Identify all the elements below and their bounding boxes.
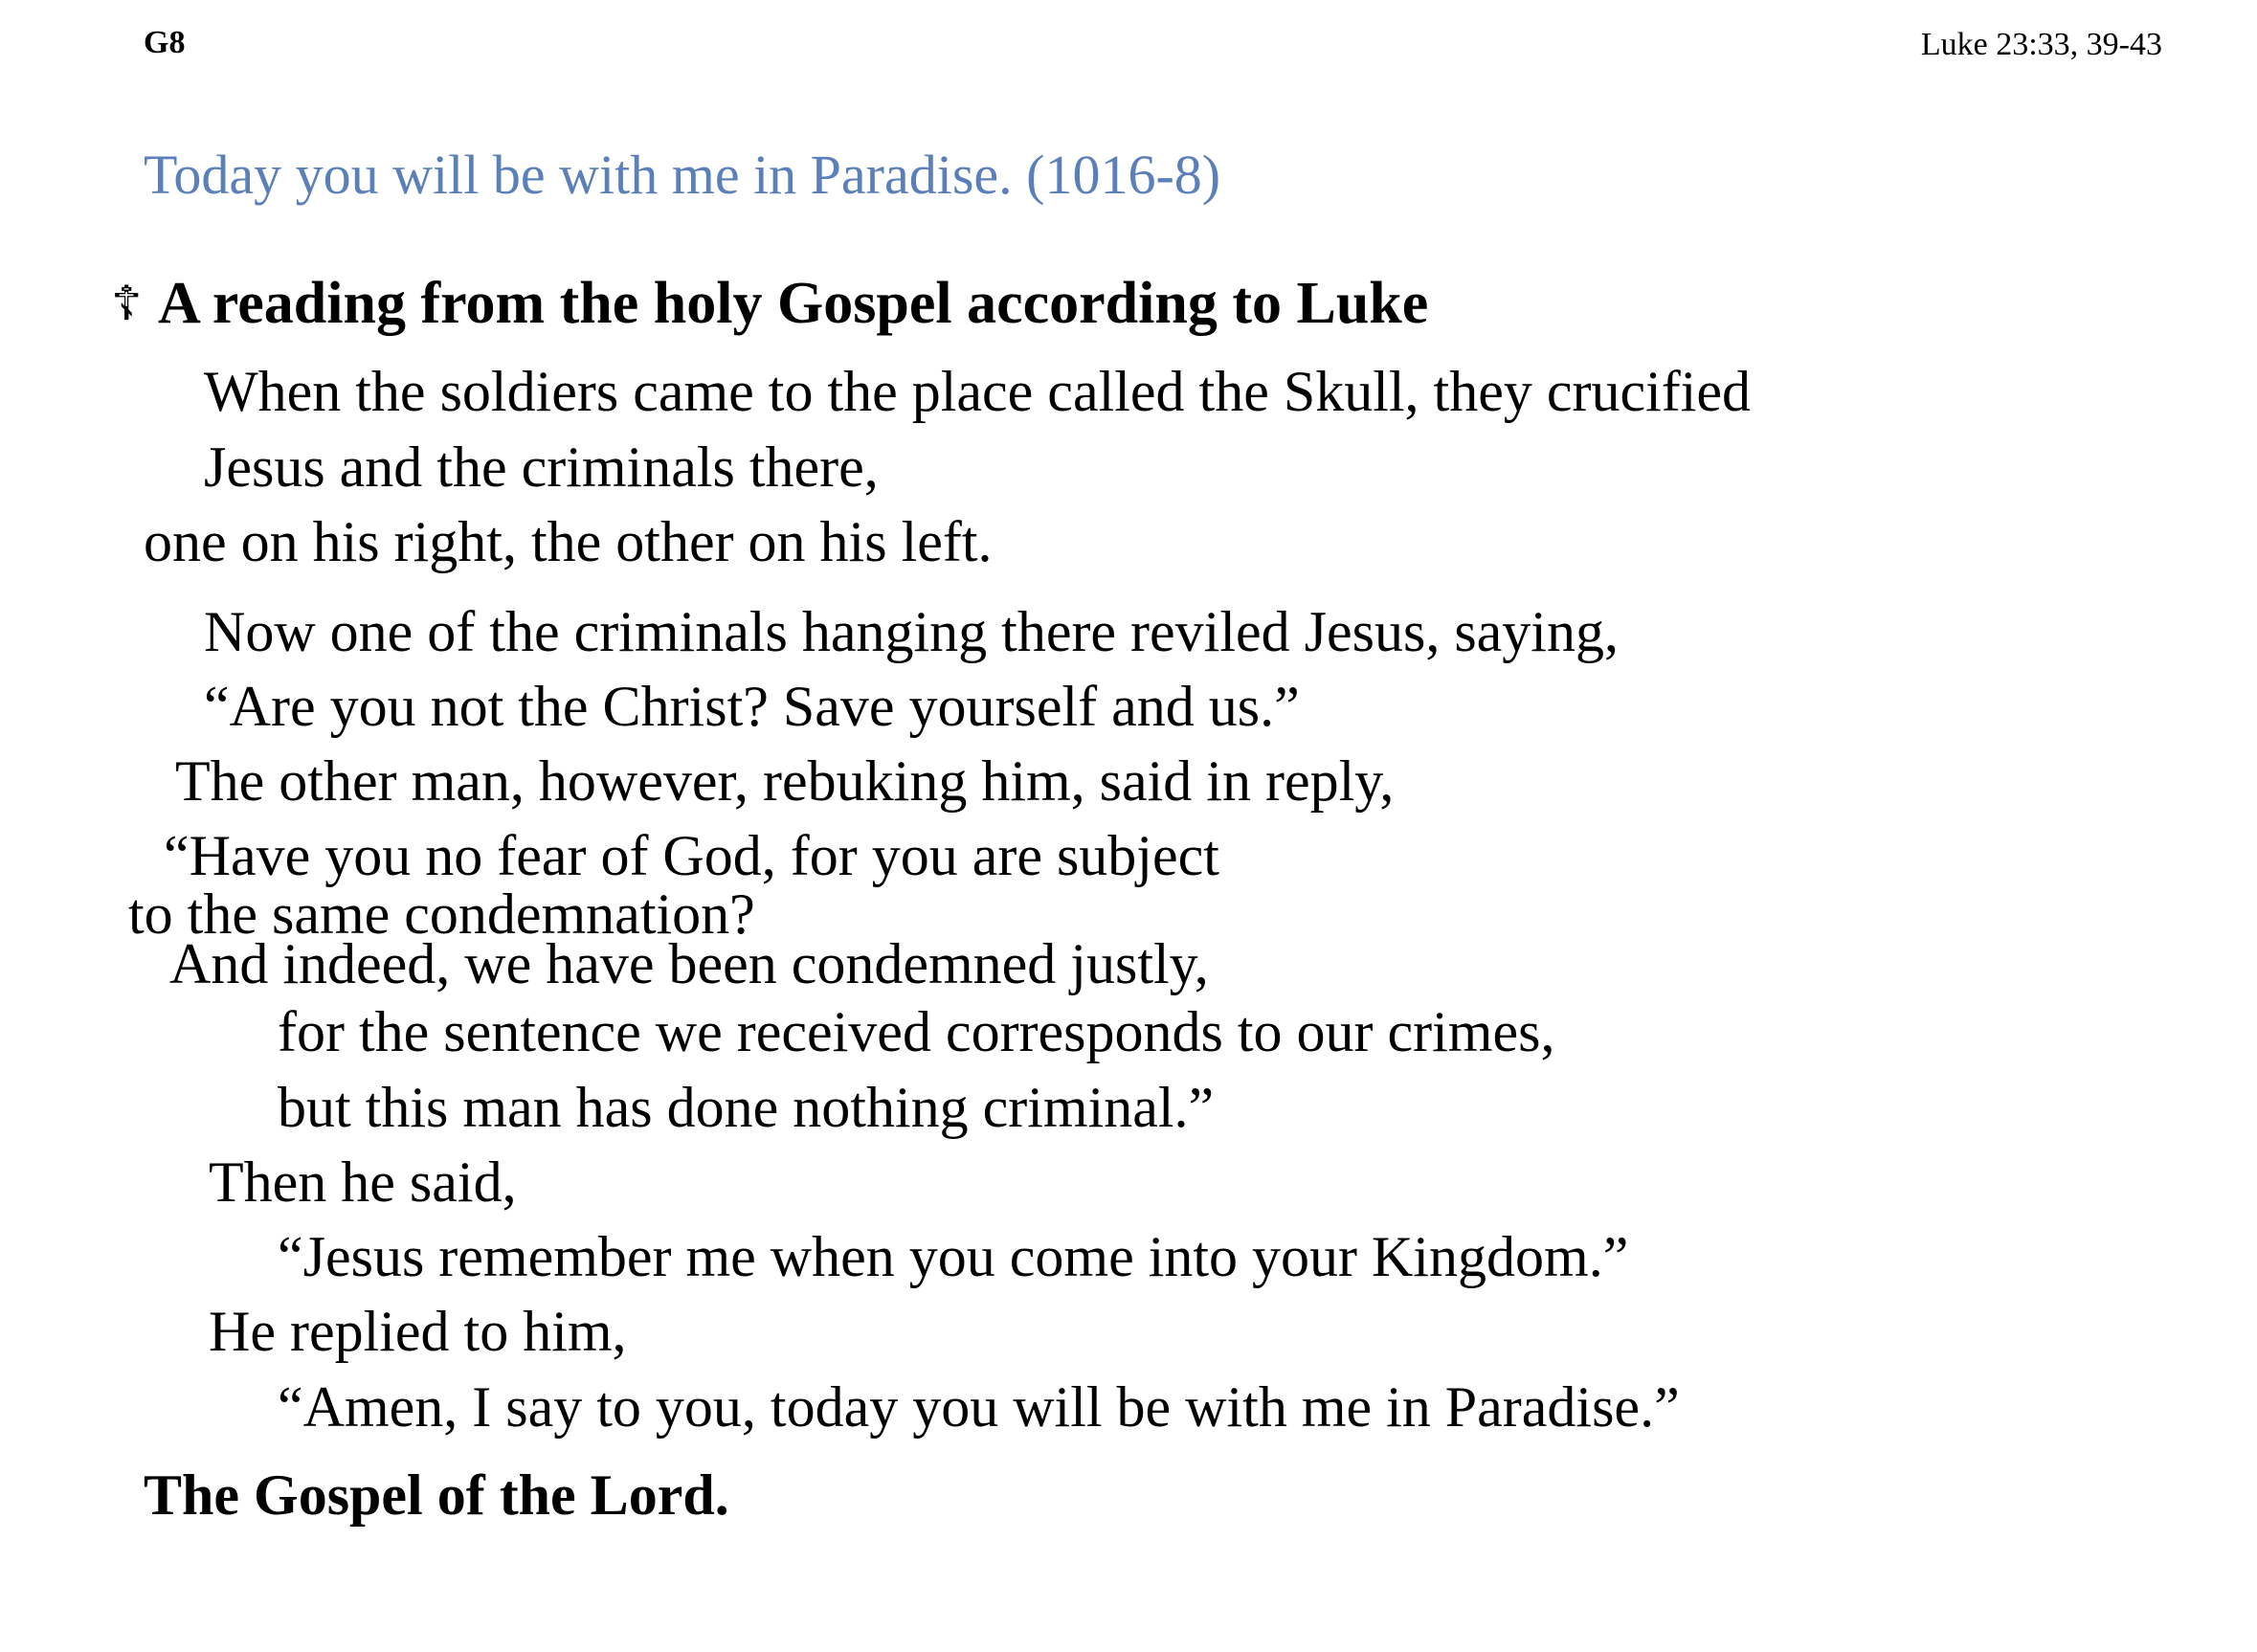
reading-line: “Amen, I say to you, today you will be with me in Paradise.” xyxy=(278,1375,1680,1439)
reading-line: “Are you not the Christ? Save yourself and us.” xyxy=(204,675,1300,738)
reading-line: “Jesus remember me when you come into your Kingdom.” xyxy=(278,1225,1629,1288)
reading-line: to the same condemnation? xyxy=(128,882,755,946)
reading-title: Today you will be with me in Paradise. (1016-8) xyxy=(144,144,1221,206)
reading-line: “Have you no fear of God, for you are subject xyxy=(164,824,1219,887)
reading-line: And indeed, we have been condemned justly, xyxy=(169,932,1209,995)
reading-line: Jesus and the criminals there, xyxy=(204,435,879,499)
scripture-citation: Luke 23:33, 39-43 xyxy=(1920,27,2162,62)
reading-line: He replied to him, xyxy=(209,1300,627,1363)
closing-acclamation: The Gospel of the Lord. xyxy=(144,1463,729,1527)
reading-line: The other man, however, rebuking him, said in reply, xyxy=(175,749,1395,813)
reading-line: but this man has done nothing criminal.” xyxy=(278,1076,1215,1139)
reading-line: Then he said, xyxy=(209,1150,517,1214)
reading-line: Now one of the criminals hanging there reviled Jesus, saying, xyxy=(204,600,1619,663)
reading-line: When the soldiers came to the place called the Skull, they crucified xyxy=(204,360,1752,423)
page-code: G8 xyxy=(144,25,186,60)
reading-line: one on his right, the other on his left. xyxy=(144,510,993,573)
reading-heading: A reading from the holy Gospel according to Luke xyxy=(158,271,1429,336)
cross-icon: ☦ xyxy=(111,277,143,330)
reading-line: for the sentence we received corresponds to our crimes, xyxy=(278,1000,1555,1063)
